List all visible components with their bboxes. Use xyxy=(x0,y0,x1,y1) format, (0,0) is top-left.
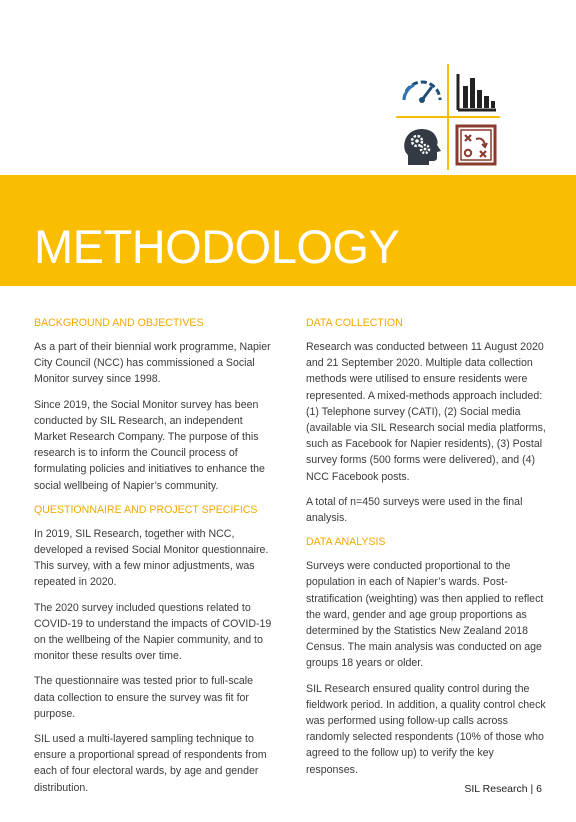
section-heading: DATA ANALYSIS xyxy=(306,536,386,549)
section-heading: QUESTIONNAIRE AND PROJECT SPECIFICS xyxy=(34,503,258,516)
page-footer: SIL Research | 6 xyxy=(464,783,542,795)
paragraph: The questionnaire was tested prior to full-scale data collection to ensure the survey was fit for purpose. xyxy=(34,675,254,720)
paragraph: Surveys were conducted proportional to the population in each of Napier’s wards. Post-stratification (weighting) was then applied to reflect the ward, gender and age group proportions as determined by the Statistics New Zealand 2018 Census. The main analysis was conducted on age groups 18 years or older. xyxy=(306,560,544,670)
section-data-analysis xyxy=(306,535,546,778)
paragraph: Research was conducted between 11 August 2020 and 21 September 2020. Multiple data collection methods were utilised to ensure residents were represented. A mixed-methods approach included: (1) Telephone survey (CATI), (2) Social media (available via SIL Research social media platforms, such as Facebook for Napier residents), (3) Postal survey forms (500 forms were delivered), and (4) NCC Facebook posts. xyxy=(306,341,546,483)
strategy-board-icon xyxy=(452,121,500,169)
paragraph: Since 2019, the Social Monitor survey has been conducted by SIL Research, an independent Market Research Company. The purpose of this research is to inform the Council process of formulating policies and initiatives to enhance the social wellbeing of Napier’s community. xyxy=(34,398,265,492)
section-heading: BACKGROUND AND OBJECTIVES xyxy=(34,317,204,329)
paragraph: As a part of their biennial work programme, Napier City Council (NCC) has commissioned a Social Monitor survey since 1998. xyxy=(34,341,271,386)
section-questionnaire-specifics xyxy=(34,503,274,796)
paragraph: SIL Research ensured quality control during the fieldwork period. In addition, a quality control check was performed using follow-up calls across randomly selected respondents (10% of those who agreed to the follow up) to verify the key responses. xyxy=(306,682,546,776)
head-gears-icon xyxy=(398,121,446,169)
speedometer-icon xyxy=(398,66,446,114)
title-banner xyxy=(0,175,576,286)
section-background-objectives xyxy=(34,316,274,494)
paragraph: In 2019, SIL Research, together with NCC, developed a revised Social Monitor questionnaire. This survey, with a few minor adjustments, was repeated in 2020. xyxy=(34,527,269,589)
paragraph: The 2020 survey included questions related to COVID-19 to understand the impacts of COVID-19 on the wellbeing of the Napier community, and to monitor these results over time. xyxy=(34,601,272,663)
section-data-collection xyxy=(306,316,546,526)
paragraph: SIL used a multi-layered sampling technique to ensure a proportional spread of respondents from each of four electoral wards, by age and gender distribution. xyxy=(34,733,267,794)
bar-chart-icon xyxy=(452,66,500,114)
icon-grid-divider-horizontal xyxy=(396,116,500,118)
left-column xyxy=(34,316,274,805)
right-column xyxy=(306,316,546,787)
paragraph: A total of n=450 surveys were used in the final analysis. xyxy=(306,495,523,525)
page-title: METHODOLOGY xyxy=(34,220,400,273)
section-heading: DATA COLLECTION xyxy=(306,317,403,329)
header-icon-grid xyxy=(396,64,500,170)
